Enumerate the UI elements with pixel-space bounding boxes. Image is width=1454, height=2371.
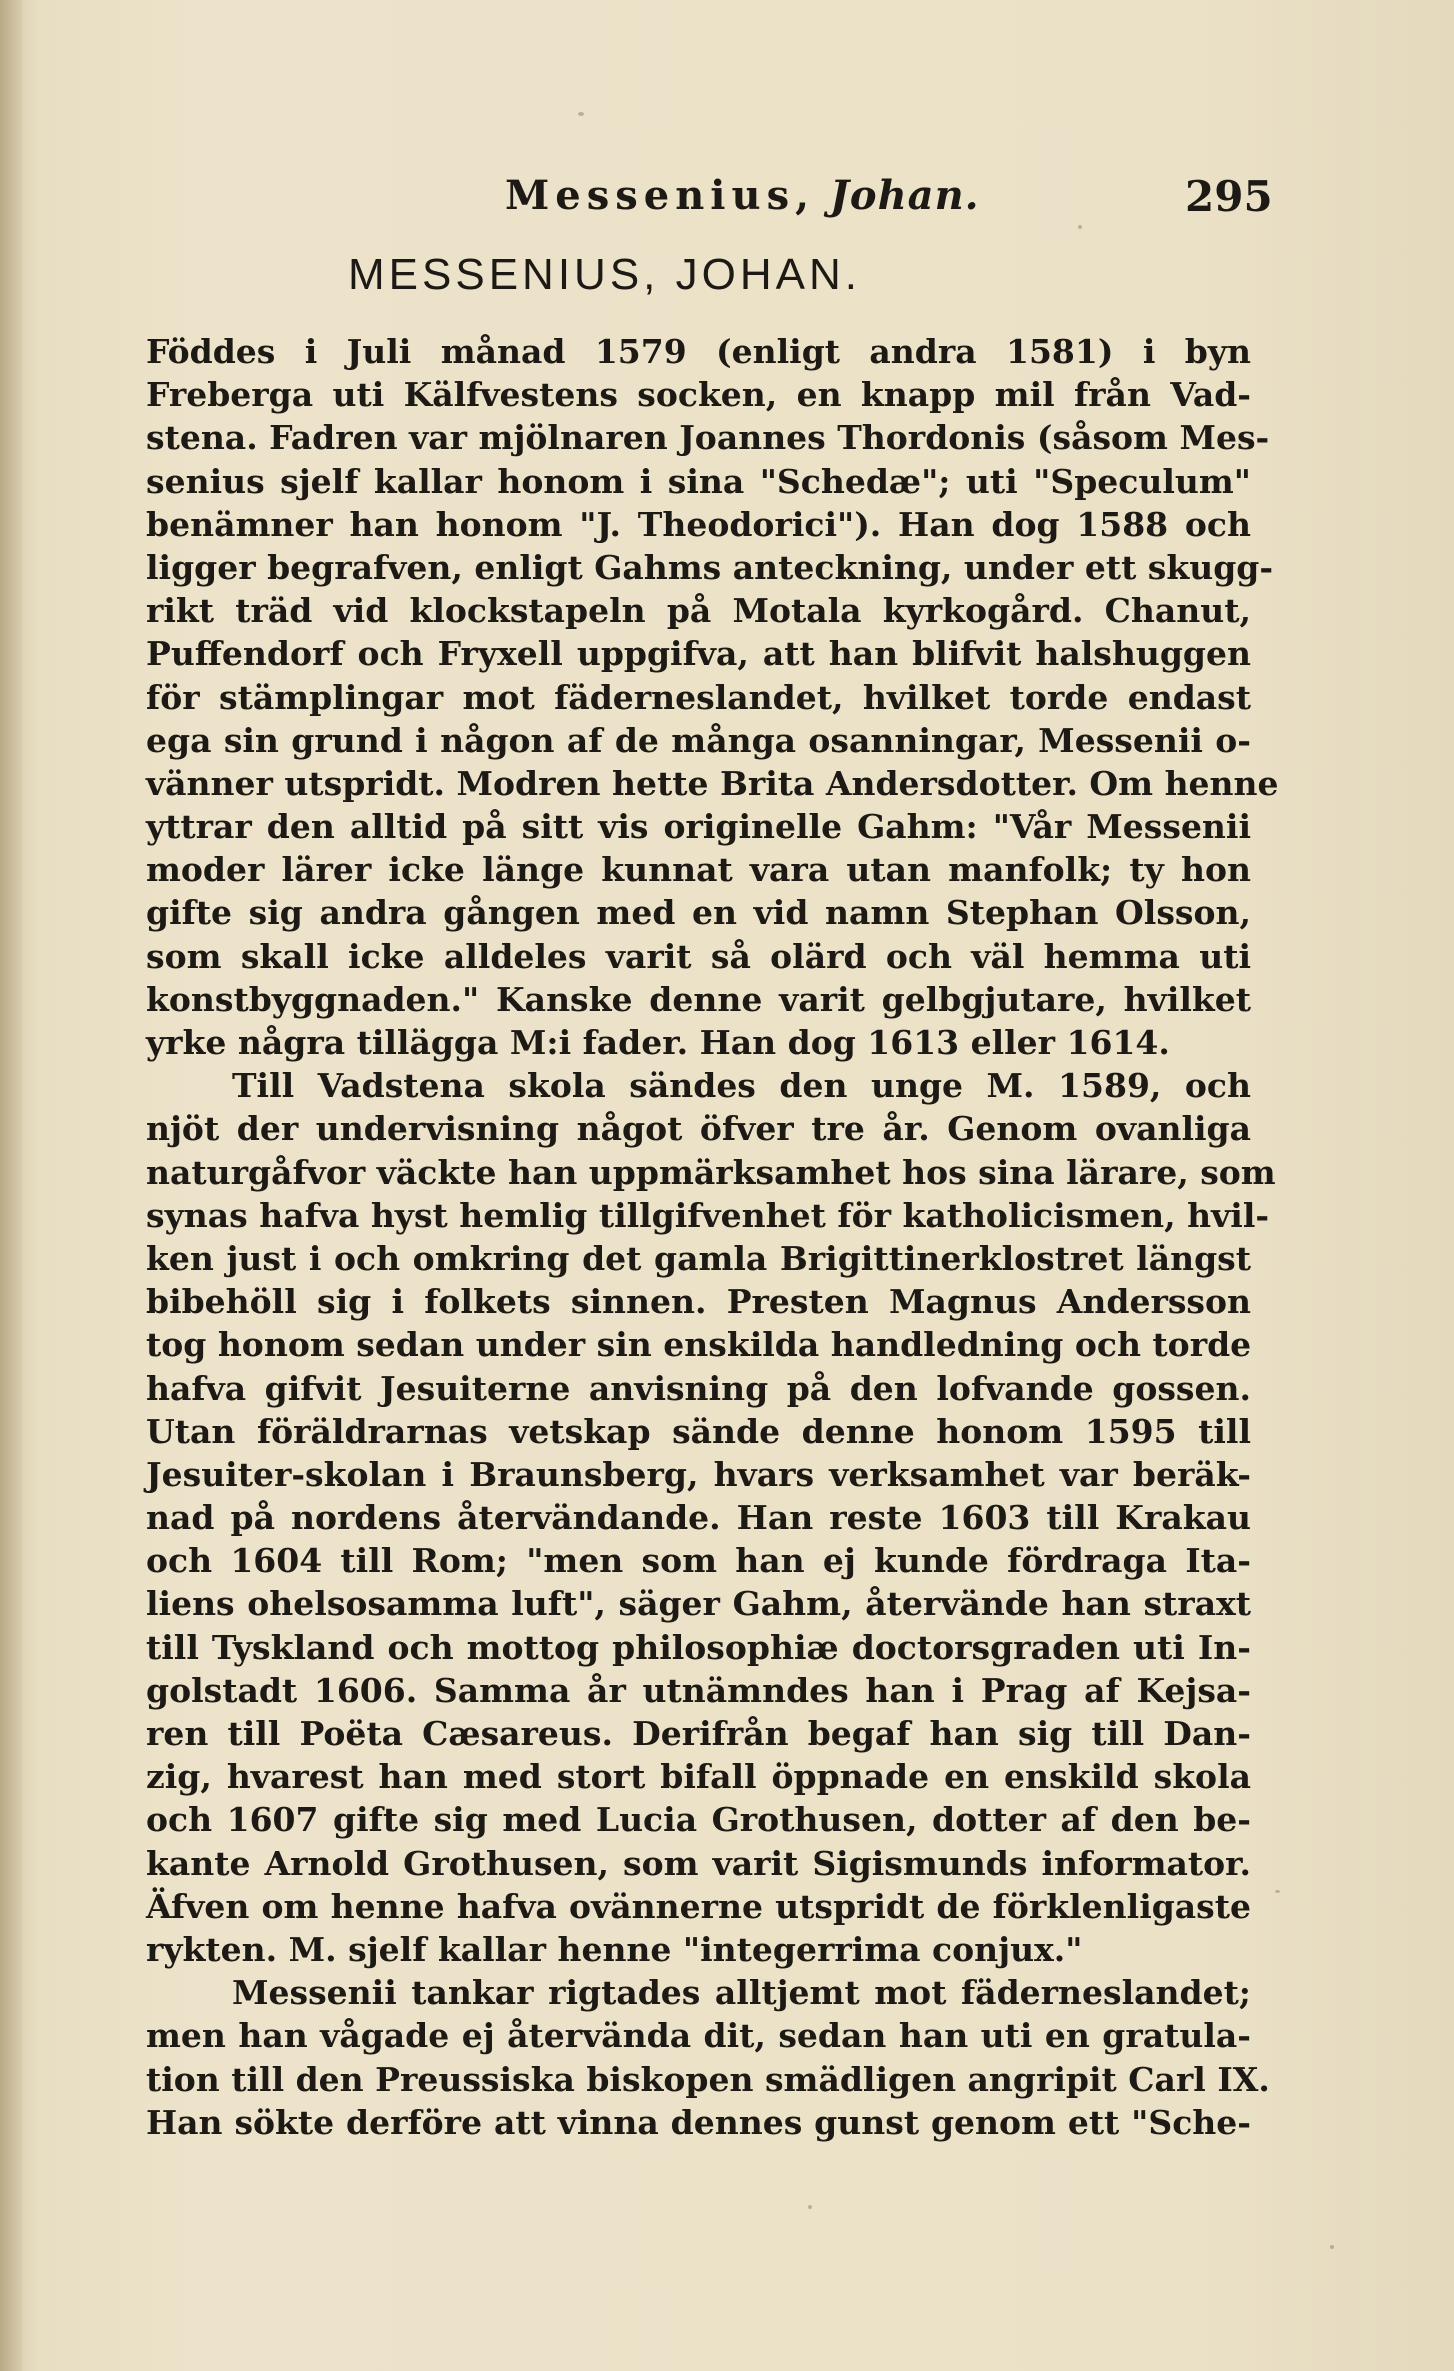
text-line: moder lärer icke länge kunnat vara utan manfolk; ty hon	[146, 850, 1251, 890]
page-number: 295	[1185, 172, 1273, 221]
text-line: yrke några tillägga M:i fader. Han dog 1613 eller 1614.	[146, 1023, 1170, 1062]
text-line: men han vågade ej återvända dit, sedan han uti en gratula-	[146, 2016, 1251, 2056]
text-line: tog honom sedan under sin enskilda handledning och torde	[146, 1325, 1252, 1365]
text-line: benämner han honom "J. Theodorici"). Han dog 1588 och	[146, 504, 1251, 544]
text-line: och 1607 gifte sig med Lucia Grothusen, dotter af den be-	[146, 1800, 1251, 1840]
text-line: yttrar den alltid på sitt vis originelle Gahm: "Vår Messenii	[146, 807, 1251, 847]
text-line: Jesuiter-skolan i Braunsberg, hvars verksamhet var beräk-	[146, 1454, 1251, 1494]
text-line: ega sin grund i någon af de många osanningar, Messenii o-	[146, 720, 1251, 760]
paper-speck	[1078, 225, 1082, 229]
paper-speck	[1275, 1890, 1280, 1893]
text-line: Äfven om henne hafva ovännerne utspridt de förklenligaste	[146, 1886, 1251, 1926]
running-head	[505, 172, 980, 219]
text-line: Han sökte derföre att vinna dennes gunst genom ett "Sche-	[146, 2102, 1251, 2142]
text-line: tion till den Preussiska biskopen smädligen angripit Carl IX.	[146, 2059, 1270, 2099]
running-head-first: Johan.	[829, 172, 980, 219]
text-line: till Tyskland och mottog philosophiæ doctorsgraden uti In-	[146, 1627, 1251, 1667]
text-line: bibehöll sig i folkets sinnen. Presten Magnus Andersson	[146, 1282, 1251, 1322]
text-line: golstadt 1606. Samma år utnämndes han i Prag af Kejsa-	[146, 1670, 1251, 1710]
paper-speck	[1330, 2245, 1334, 2249]
text-line: kante Arnold Grothusen, som varit Sigismunds informator.	[146, 1843, 1251, 1883]
text-line: stena. Fadren var mjölnaren Joannes Thordonis (såsom Mes-	[146, 418, 1270, 458]
text-line: ligger begrafven, enligt Gahms anteckning, under ett skugg-	[146, 547, 1274, 587]
running-head-name: Messenius,	[505, 172, 816, 219]
page-spine-shadow	[0, 0, 22, 2371]
text-line: liens ohelsosamma luft", säger Gahm, återvände han straxt	[146, 1584, 1251, 1624]
text-line: Puffendorf och Fryxell uppgifva, att han blifvit halshuggen	[146, 634, 1251, 674]
text-line: och 1604 till Rom; "men som han ej kunde fördraga Ita-	[146, 1541, 1251, 1581]
text-line: hafva gifvit Jesuiterne anvisning på den lofvande gossen.	[146, 1368, 1251, 1408]
text-line: ren till Poëta Cæsareus. Derifrån begaf han sig till Dan-	[146, 1714, 1251, 1753]
text-line: Messenii tankar rigtades alltjemt mot fäderneslandet;	[232, 1973, 1251, 2013]
body-text	[146, 330, 1279, 2144]
text-line: Föddes i Juli månad 1579 (enligt andra 1581) i byn	[146, 332, 1251, 371]
text-line: rikt träd vid klockstapeln på Motala kyrkogård. Chanut,	[146, 591, 1251, 631]
text-line: synas hafva hyst hemlig tillgifvenhet för katholicismen, hvil-	[146, 1195, 1270, 1235]
text-line: Till Vadstena skola sändes den unge M. 1589, och	[232, 1066, 1251, 1106]
text-line: konstbyggnaden." Kanske denne varit gelbgjutare, hvilket	[146, 979, 1251, 1019]
text-line: zig, hvarest han med stort bifall öppnade en enskild skola	[146, 1757, 1251, 1797]
article-title: MESSENIUS, JOHAN.	[348, 250, 861, 299]
text-line: senius sjelf kallar honom i sina "Schedæ"; uti "Speculum"	[146, 461, 1251, 501]
paper-speck	[578, 112, 584, 116]
text-line: vänner utspridt. Modren hette Brita Andersdotter. Om henne	[146, 763, 1279, 803]
text-line: ken just i och omkring det gamla Brigittinerklostret längst	[146, 1238, 1251, 1278]
text-line: naturgåfvor väckte han uppmärksamhet hos sina lärare, som	[146, 1152, 1276, 1192]
paper-speck	[808, 2205, 812, 2209]
text-line: Utan föräldrarnas vetskap sände denne honom 1595 till	[146, 1411, 1251, 1451]
text-line: gifte sig andra gången med en vid namn Stephan Olsson,	[146, 893, 1251, 933]
text-line: rykten. M. sjelf kallar henne "integerrima conjux."	[146, 1929, 1083, 1969]
text-line: för stämplingar mot fäderneslandet, hvilket torde endast	[146, 677, 1251, 717]
text-line: njöt der undervisning något öfver tre år. Genom ovanliga	[146, 1109, 1251, 1149]
text-line: nad på nordens återvändande. Han reste 1603 till Krakau	[146, 1498, 1251, 1538]
text-line: som skall icke alldeles varit så olärd och väl hemma uti	[146, 936, 1251, 976]
text-line: Freberga uti Kälfvestens socken, en knapp mil från Vad-	[146, 375, 1251, 415]
